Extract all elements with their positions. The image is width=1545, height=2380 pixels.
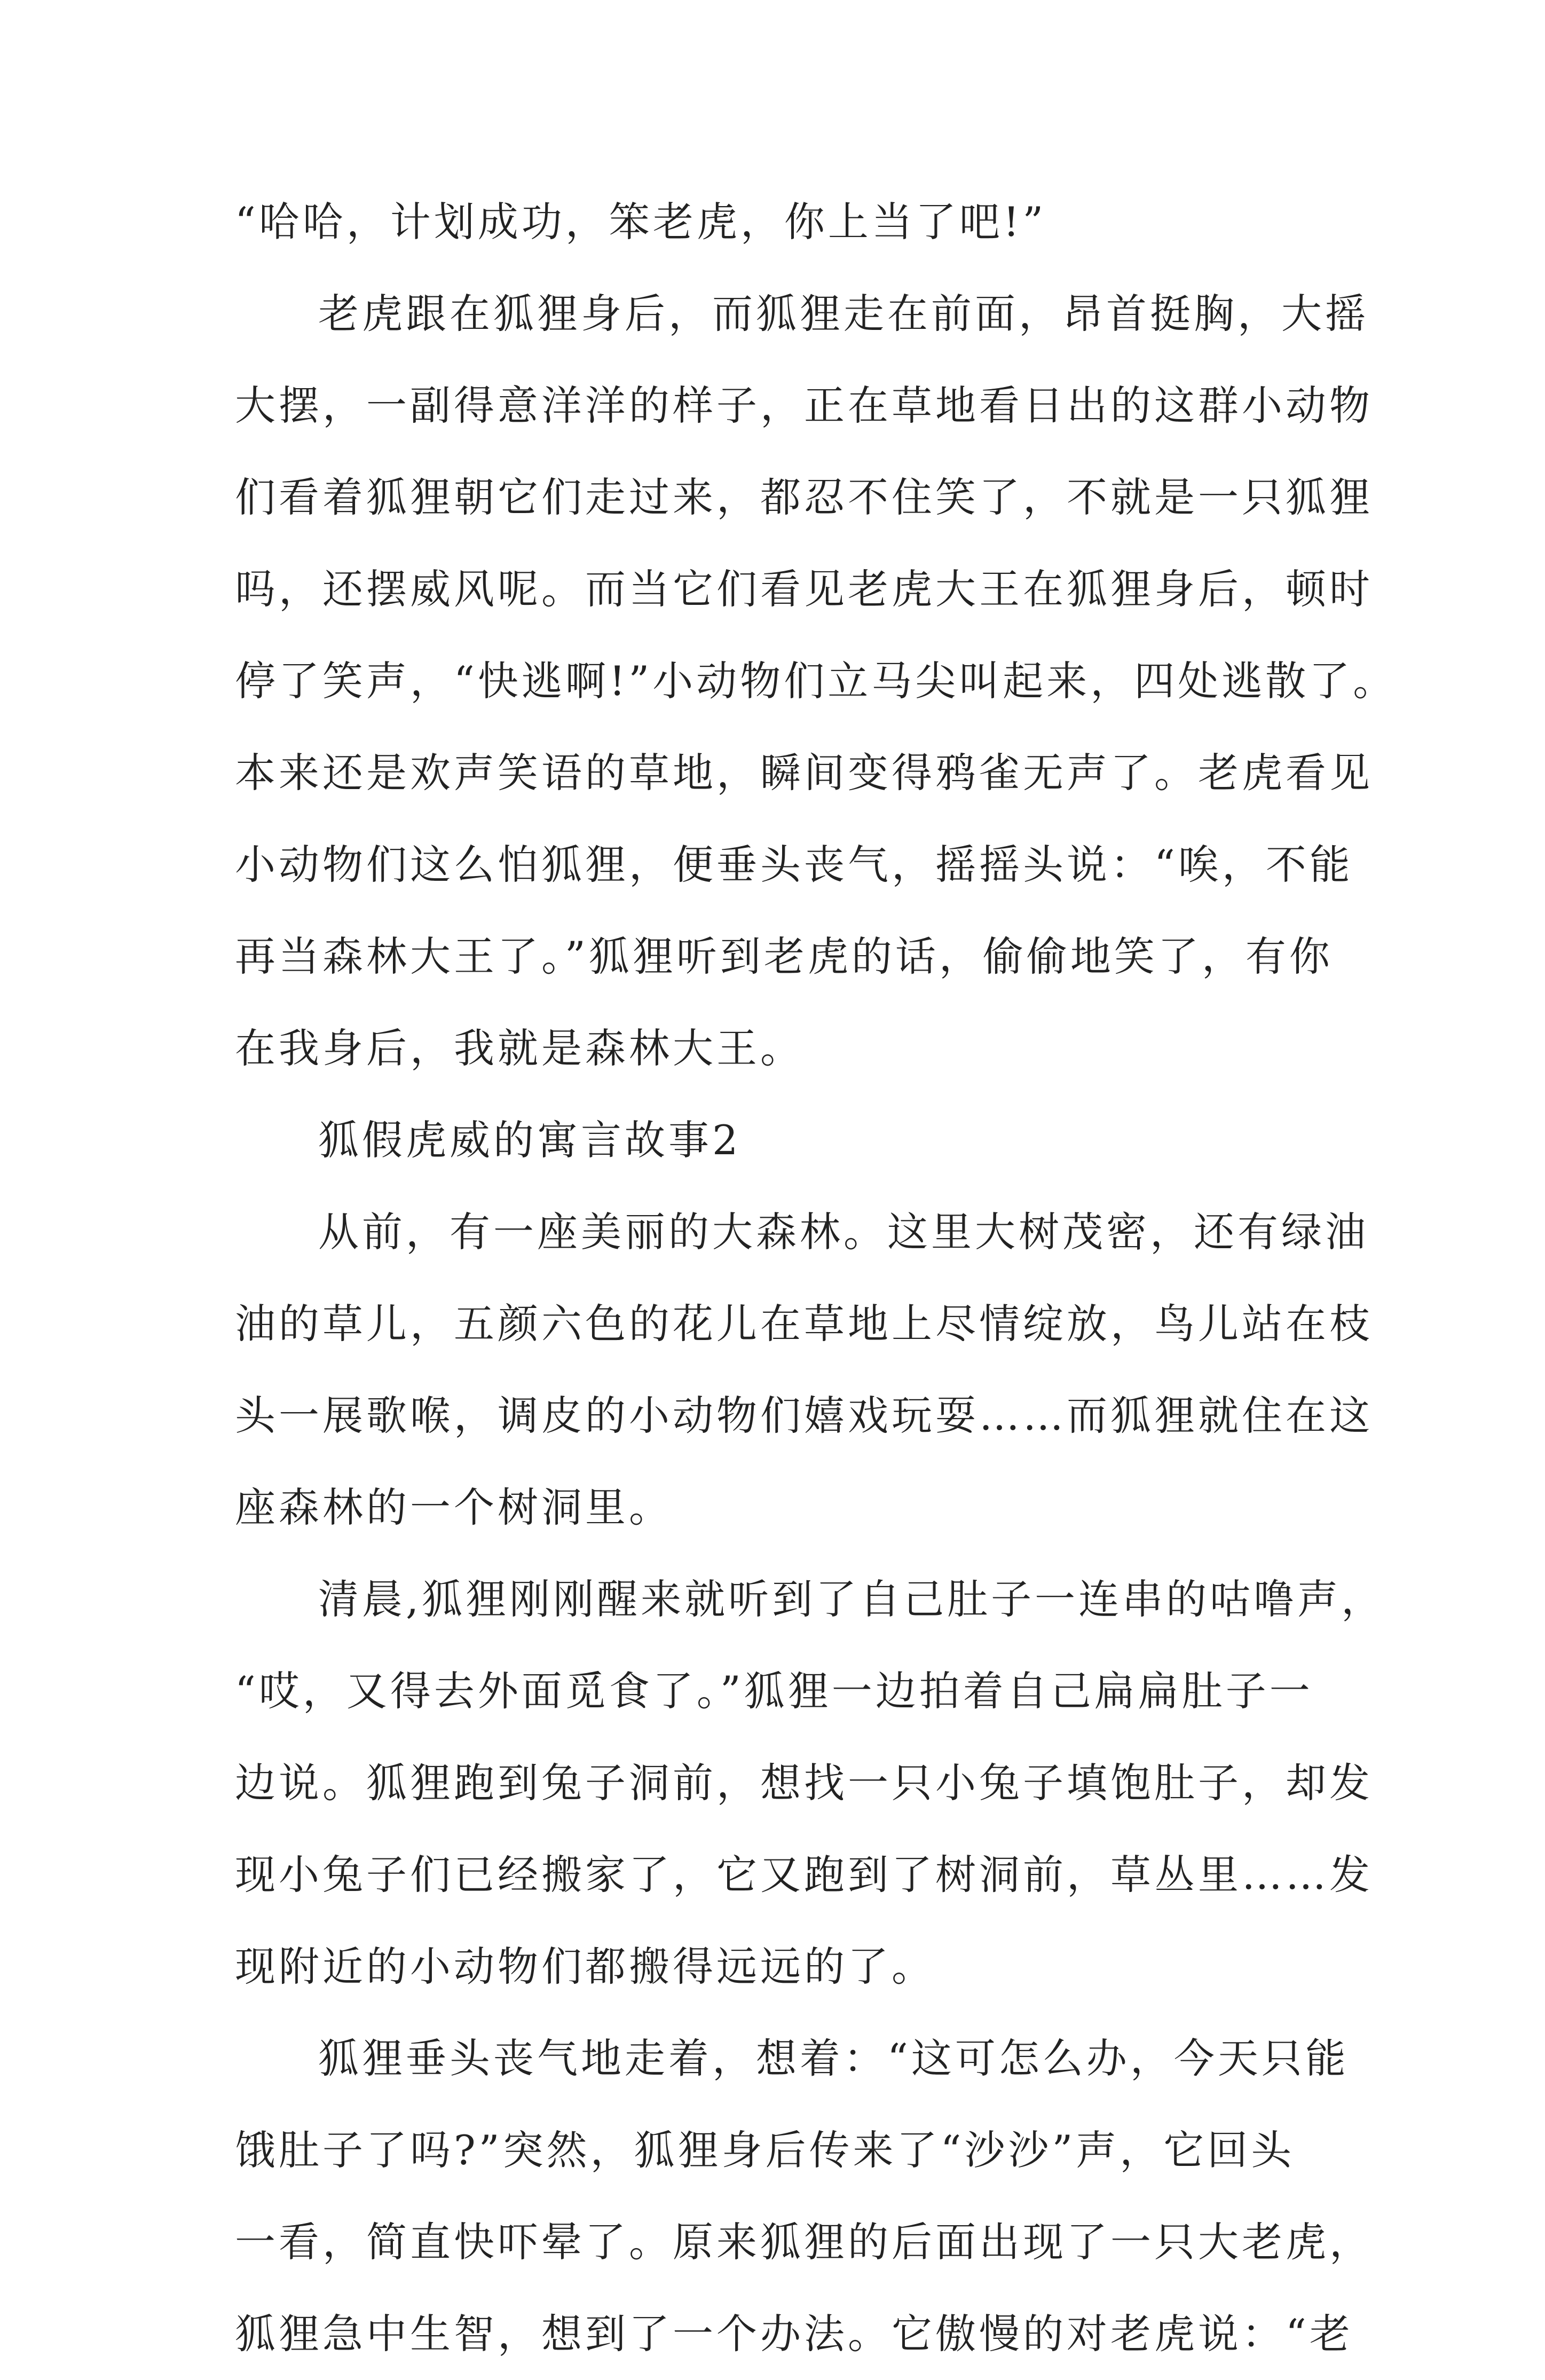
text-line: 大摆，一副得意洋洋的样子，正在草地看日出的这群小动物 [235, 382, 1373, 429]
text-line: 再当森林大王了。”狐狸听到老虎的话，偷偷地笑了，有你 [235, 933, 1333, 980]
text-line: 边说。狐狸跑到兔子洞前，想找一只小兔子填饱肚子，却发 [235, 1759, 1373, 1807]
section-heading: 狐假虎威的寓言故事2 [318, 1116, 742, 1164]
text-line: 们看着狐狸朝它们走过来，都忍不住笑了，不就是一只狐狸 [235, 474, 1373, 521]
text-line: 头一展歌喉，调皮的小动物们嬉戏玩耍……而狐狸就住在这 [235, 1392, 1373, 1439]
paragraph-start-line: 老虎跟在狐狸身后，而狐狸走在前面，昂首挺胸，大摇 [318, 290, 1369, 337]
text-line: 小动物们这么怕狐狸，便垂头丧气，摇摇头说：“唉，不能 [235, 841, 1353, 888]
text-line: 座森林的一个树洞里。 [235, 1484, 673, 1531]
paragraph-start-line: 狐狸垂头丧气地走着，想着：“这可怎么办，今天只能 [318, 2035, 1349, 2082]
text-line: 现小兔子们已经搬家了，它又跑到了树洞前，草丛里……发 [235, 1851, 1373, 1898]
text-line: 停了笑声，“快逃啊!”小动物们立马尖叫起来，四处逃散了。 [235, 657, 1397, 705]
text-line: “哈哈，计划成功，笨老虎，你上当了吧!” [235, 198, 1047, 246]
text-line: “哎，又得去外面觅食了。”狐狸一边拍着自己扁扁肚子一 [235, 1667, 1313, 1715]
paragraph-start-line: 从前，有一座美丽的大森林。这里大树茂密，还有绿油 [318, 1208, 1369, 1256]
text-line: 饿肚子了吗?”突然，狐狸身后传来了“沙沙”声，它回头 [235, 2126, 1295, 2174]
text-line: 在我身后，我就是森林大王。 [235, 1024, 804, 1072]
paragraph-start-line: 清晨,狐狸刚刚醒来就听到了自己肚子一连串的咕噜声， [318, 1575, 1385, 1623]
text-line: 一看，简直快吓晕了。原来狐狸的后面出现了一只大老虎， [235, 2218, 1373, 2266]
text-line: 吗，还摆威风呢。而当它们看见老虎大王在狐狸身后，顿时 [235, 565, 1373, 613]
text-line: 本来还是欢声笑语的草地，瞬间变得鸦雀无声了。老虎看见 [235, 749, 1373, 797]
text-line: 狐狸急中生智，想到了一个办法。它傲慢的对老虎说：“老 [235, 2310, 1353, 2358]
text-line: 油的草儿，五颜六色的花儿在草地上尽情绽放，鸟儿站在枝 [235, 1300, 1373, 1347]
document-body [235, 176, 1397, 2380]
text-line: 现附近的小动物们都搬得远远的了。 [235, 1943, 935, 1990]
